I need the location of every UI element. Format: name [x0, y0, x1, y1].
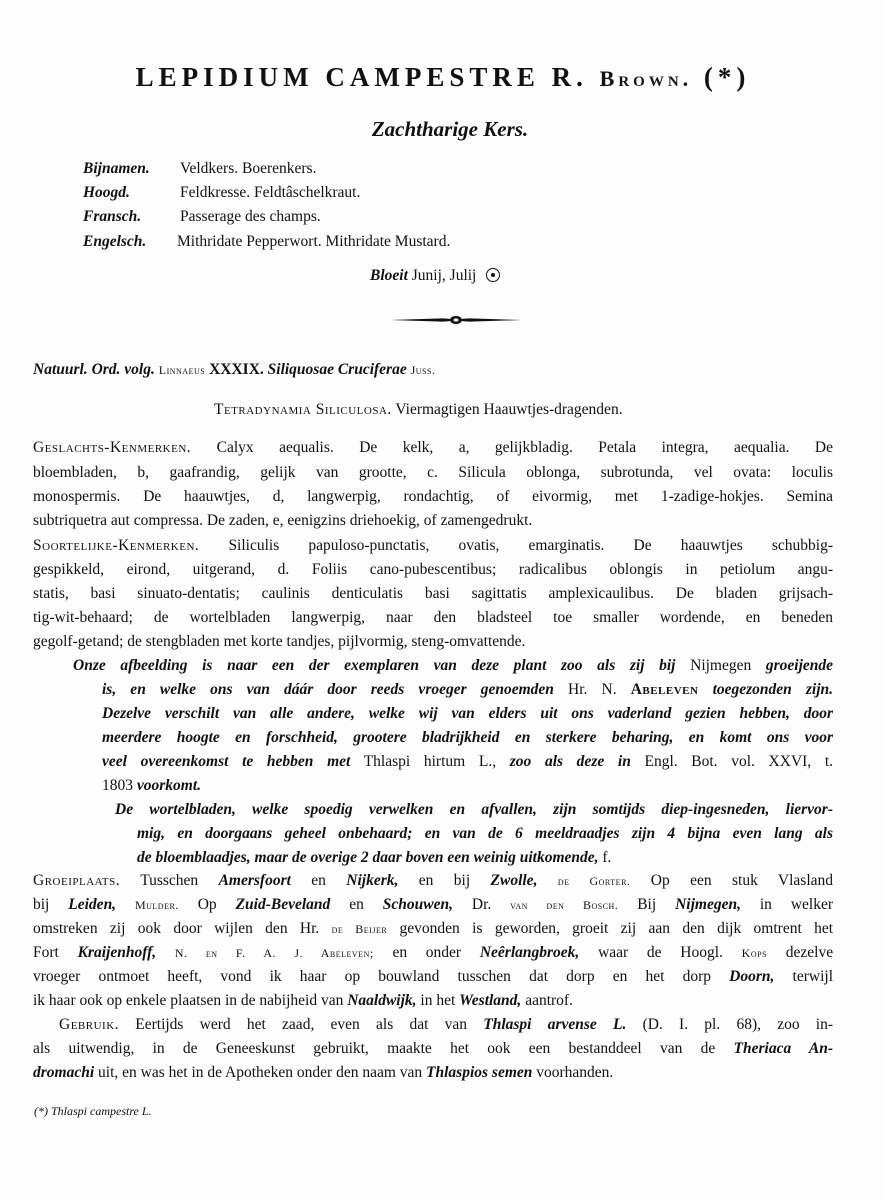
- note-line: is, en welke ons van dáár door reeds vroeger genoemden Hr. N. Abeleven toegezonden zijn.: [102, 681, 834, 698]
- synonym-label: Engelsch.: [83, 233, 147, 250]
- habitat-line: bij Leiden, Mulder. Op Zuid-Beveland en Schouwen, Dr. van den Bosch. Bij Nijmegen, in welker: [33, 896, 833, 913]
- annual-symbol-icon: [486, 268, 500, 282]
- species-line: gespikkeld, eirond, uitgerand, d. Foliis cano-pubescentibus; radicalibus oblongis in petiolum angu-: [33, 561, 833, 578]
- title-author: Brown.: [599, 66, 693, 91]
- genus-line: Geslachts-Kenmerken. Calyx aequalis. De kelk, a, gelijkbladig. Petala integra, aequalia. De: [33, 439, 833, 456]
- habitat-line: Groeiplaats. Tusschen Amersfoort en Nijkerk, en bij Zwolle, de Gorter. Op een stuk Vlasland: [33, 872, 834, 889]
- use-label: Gebruik.: [59, 1016, 120, 1033]
- species-line: gegolf-getand; de stengbladen met korte tandjes, pijlvormig, steng-omvattende.: [33, 633, 526, 650]
- species-line: statis, basi sinuato-dentatis; caulinis denticulatis basi sagittatis amplexicaulibus. De bladen grijsach-: [33, 585, 833, 602]
- species-label: Soortelijke-Kenmerken.: [33, 537, 200, 554]
- natural-order-line: Natuurl. Ord. volg. Linnaeus XXXIX. Siliquosae Cruciferae Juss.: [33, 361, 436, 378]
- page-subtitle: Zachtharige Kers.: [371, 117, 529, 141]
- synonym-value: Feldkresse. Feldtâschelkraut.: [180, 184, 361, 201]
- note-line: mig, en doorgaans geheel onbehaard; en van de 6 meeldraadjes zijn 4 bijna even lang als: [137, 825, 833, 842]
- class-line: Tetradynamia Siliculosa. Viermagtigen Haauwtjes-dragenden.: [214, 401, 623, 418]
- genus-line: monospermis. De haauwtjes, d, langwerpig, rondachtig, of eivormig, met 1-zadige-hokjes. Semina: [33, 488, 833, 505]
- genus-line: bloembladen, b, gaafrandig, gelijk van grootte, c. Silicula oblonga, subrotunda, vel ovata: loculis: [33, 464, 833, 481]
- synonym-label: Fransch.: [83, 208, 142, 225]
- habitat-line: Fort Kraijenhoff, N. en F. A. J. Abeleven; en onder Neêrlangbroek, waar de Hoogl. Kops dezelve: [33, 944, 834, 961]
- note-line: veel overeenkomst te hebben met Thlaspi hirtum L., zoo als deze in Engl. Bot. vol. XXVI, t.: [102, 753, 834, 770]
- species-line: tig-wit-behaard; de wortelbladen langwerpig, naar den bladsteel toe smaller wordende, en beneden: [33, 609, 833, 626]
- species-line: Soortelijke-Kenmerken. Siliculis papuloso-punctatis, ovatis, emarginatis. De haauwtjes schubbig-: [33, 537, 834, 554]
- title-footnote-mark: (*): [703, 62, 751, 92]
- synonym-label: Bijnamen.: [83, 160, 150, 177]
- synonym-value: Passerage des champs.: [180, 208, 321, 225]
- genus-line: subtriquetra aut compressa. De zaden, e, eenigzins driehoekig, of zamengedrukt.: [33, 512, 533, 529]
- habitat-line: vroeger ontmoet heeft, vond ik haar op bouwland tusschen dat dorp en het dorp Doorn, terwijl: [33, 968, 834, 985]
- synonym-label: Hoogd.: [83, 184, 130, 201]
- page-title: [0, 62, 886, 93]
- ornament-divider: [388, 312, 524, 328]
- genus-label: Geslachts-Kenmerken.: [33, 439, 192, 456]
- footnote: (*) Thlaspi campestre L.: [34, 1104, 152, 1118]
- note-line: De wortelbladen, welke spoedig verwelken en afvallen, zijn somtijds diep-ingesneden, liervor-: [115, 801, 833, 818]
- note-line: Onze afbeelding is naar een der exemplaren van deze plant zoo als zij bij Nijmegen groeijende: [73, 657, 834, 674]
- synonym-value: Veldkers. Boerenkers.: [180, 160, 317, 177]
- note-line: de bloemblaadjes, maar de overige 2 daar boven een weinig uitkomende, f.: [137, 849, 612, 866]
- habitat-label: Groeiplaats.: [33, 872, 121, 889]
- note-line: meerdere hoogte en forschheid, grootere bladrijkheid en sterkere beharing, en komt ons voor: [102, 729, 833, 746]
- note-line: 1803 voorkomt.: [102, 777, 202, 794]
- use-line: Gebruik. Eertijds werd het zaad, even als dat van Thlaspi arvense L. (D. I. pl. 68), zoo in-: [59, 1016, 834, 1033]
- bloom-line: Bloeit Junij, Julij: [370, 266, 500, 285]
- use-line: als uitwendig, in de Geneeskunst gebruikt, maakte het ook een bestanddeel van de Theriaca An-: [33, 1040, 834, 1057]
- use-line: dromachi uit, en was het in de Apotheken onder den naam van Thlaspios semen voorhanden.: [33, 1064, 614, 1081]
- habitat-line: ik haar ook op enkele plaatsen in de nabijheid van Naaldwijk, in het Westland, aantrof.: [33, 992, 573, 1009]
- synonym-value: Mithridate Pepperwort. Mithridate Mustard.: [177, 233, 451, 250]
- title-species: LEPIDIUM CAMPESTRE R.: [135, 62, 588, 92]
- note-line: Dezelve verschilt van alle andere, welke wij van elders uit ons vaderland gezien hebben, door: [102, 705, 833, 722]
- habitat-line: omstreken zij ook door wijlen den Hr. de Beijer gevonden is geworden, groeit zij aan den dijk omtrent het: [33, 920, 834, 937]
